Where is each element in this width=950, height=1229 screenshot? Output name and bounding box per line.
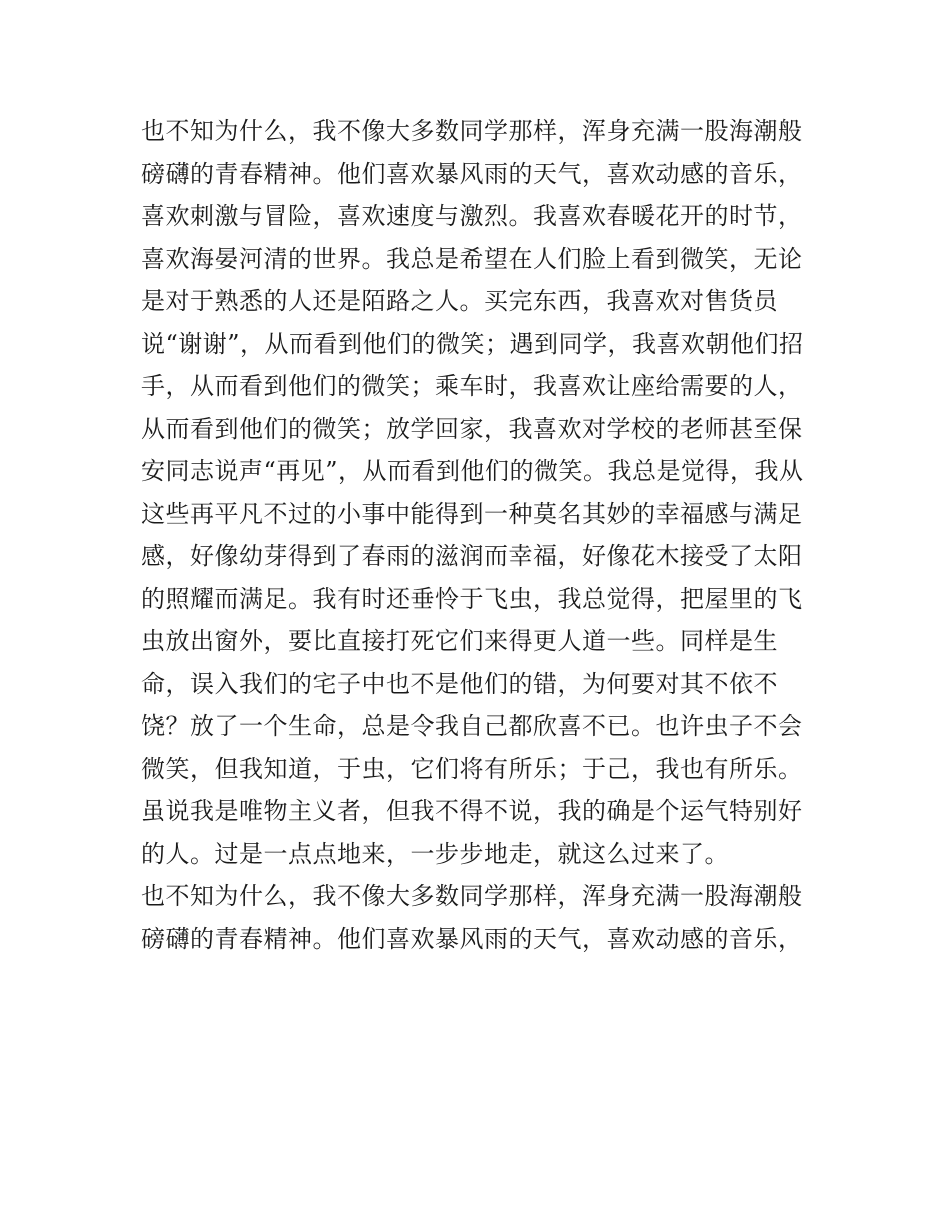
- text-line: 这些再平凡不过的小事中能得到一种莫名其妙的幸福感与满足: [141, 499, 803, 528]
- text-line: 安同志说声“再见”，从而看到他们的微笑。我总是觉得，我从: [141, 457, 804, 485]
- text-line: 手，从而看到他们的微笑；乘车时，我喜欢让座给需要的人，: [141, 372, 803, 400]
- text-line: 磅礴的青春精神。他们喜欢暴风雨的天气，喜欢动感的音乐，: [141, 924, 803, 953]
- text-line: 说“谢谢”，从而看到他们的微笑；遇到同学，我喜欢朝他们招: [141, 329, 804, 358]
- document-body: [141, 110, 821, 960]
- text-line: 命，误入我们的宅子中也不是他们的错，为何要对其不依不: [141, 669, 778, 698]
- text-line: 是对于熟悉的人还是陌路之人。买完东西，我喜欢对售货员: [141, 287, 778, 315]
- text-line: 也不知为什么，我不像大多数同学那样，浑身充满一股海潮般: [141, 882, 803, 910]
- text-line: 虫放出窗外，要比直接打死它们来得更人道一些。同样是生: [141, 627, 778, 655]
- text-line: 饶？放了一个生命，总是令我自己都欣喜不已。也许虫子不会: [141, 712, 803, 740]
- text-line: 喜欢海晏河清的世界。我总是希望在人们脸上看到微笑，无论: [141, 244, 803, 273]
- text-line: 的人。过是一点点地来，一步步地走，就这么过来了。: [141, 839, 729, 868]
- text-line: 磅礴的青春精神。他们喜欢暴风雨的天气，喜欢动感的音乐，: [141, 159, 803, 188]
- text-line: 的照耀而满足。我有时还垂怜于飞虫，我总觉得，把屋里的飞: [141, 584, 803, 613]
- text-line: 从而看到他们的微笑；放学回家，我喜欢对学校的老师甚至保: [141, 414, 803, 443]
- text-line: 虽说我是唯物主义者，但我不得不说，我的确是个运气特别好: [141, 797, 803, 825]
- text-line: 也不知为什么，我不像大多数同学那样，浑身充满一股海潮般: [141, 117, 803, 145]
- text-line: 微笑，但我知道，于虫，它们将有所乐；于己，我也有所乐。: [141, 754, 803, 783]
- text-line: 喜欢刺激与冒险，喜欢速度与激烈。我喜欢春暖花开的时节，: [141, 202, 803, 230]
- text-line: 感，好像幼芽得到了春雨的滋润而幸福，好像花木接受了太阳: [141, 542, 803, 570]
